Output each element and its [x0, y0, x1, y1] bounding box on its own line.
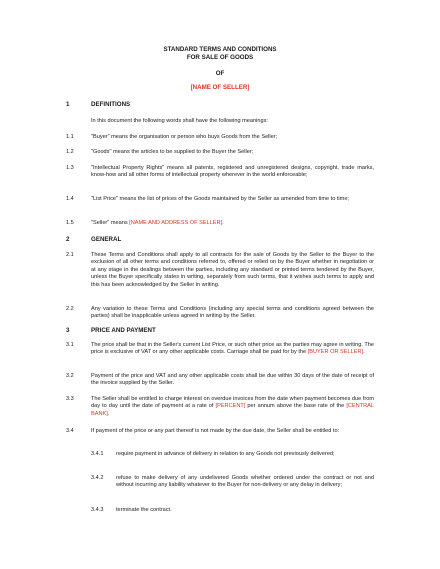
- clause-text-part: .: [107, 410, 110, 417]
- section-title: GENERAL: [91, 236, 122, 243]
- clause-number: 3.2: [66, 373, 74, 379]
- clause-text: "List Price" means the list of prices of the Goods maintained by the Seller as amended from time to time;: [91, 196, 349, 202]
- clause-text: If payment of the price or any part thereof is not made by the due date, the Seller shall be entitled to:: [91, 428, 340, 434]
- clause-text: These Terms and Conditions shall apply to all contracts for the sale of Goods by the Seller to the Buyer to the exclusion of all other terms and conditions referred to, offered or relied on by the Buyer whether in negotiation or at any stage in the dealings between the parties, including any standard or printed terms tendered by the Buyer, unless the Buyer specifically states in writing, separately from such terms, that it wishes such terms to apply and this has been acknowledged by the Seller in writing.: [91, 252, 374, 288]
- clause-text: Any variation to these Terms and Conditions (including any special terms and conditions agreed between the parties) shall be inapplicable unless agreed in writing by the Seller.: [91, 306, 374, 320]
- percent-placeholder: [PERCENT]: [215, 403, 246, 410]
- clause-text: [91, 342, 374, 357]
- clause-number: 1.4: [66, 196, 74, 202]
- document-title-line2: FOR SALE OF GOODS: [186, 54, 254, 61]
- clause-number: 1.5: [66, 220, 74, 226]
- clause-text: "Goods" means the articles to be supplied to the Buyer the Seller;: [91, 149, 254, 155]
- clause-text-part: .: [363, 349, 365, 356]
- clause-text: "Intellectual Property Rights" means all patents, registered and unregistered designs, copyright, trade marks, know-how and all other forms of intellectual property wherever in the world enforceable;: [91, 165, 374, 179]
- clause-text-part: The price shall be that in the Seller's current List Price, or such other price as the parties may agree in writing. The price is exclusive of VAT or any other applicable costs. Carriage shall be paid for by the: [91, 342, 374, 356]
- clause-number: 1.3: [66, 165, 74, 171]
- section-number: 3: [66, 327, 70, 334]
- clause-text: refuse to make delivery of any undelivered Goods whether ordered under the contract or not and without incurring any liability whatever to the Buyer for non-delivery or any delay in delivery;: [116, 475, 374, 489]
- clause-text: "Buyer" means the organisation or person who buys Goods from the Seller;: [91, 134, 278, 140]
- clause-number: 3.4.1: [91, 451, 104, 457]
- clause-text: Payment of the price and VAT and any other applicable costs shall be due within 30 days of the date of receipt of the invoice supplied by the Seller.: [91, 373, 374, 387]
- clause-number: 2.2: [66, 306, 74, 312]
- clause-text: [91, 220, 374, 227]
- document-title-line1: STANDARD TERMS AND CONDITIONS: [163, 46, 277, 53]
- clause-text: terminate the contract.: [116, 507, 172, 513]
- clause-text: require payment in advance of delivery in relation to any Goods not previously delivered;: [116, 451, 335, 457]
- section-title: PRICE AND PAYMENT: [91, 327, 156, 334]
- seller-address-placeholder: [NAME AND ADDRESS OF SELLER]: [129, 220, 223, 226]
- section-number: 2: [66, 236, 70, 243]
- clause-text-part: per annum above the base rate of the: [245, 403, 347, 410]
- clause-text: In this document the following words shall have the following meanings:: [91, 118, 268, 124]
- section-number: 1: [66, 101, 70, 108]
- buyer-or-seller-placeholder: [BUYER OR SELLER]: [307, 349, 364, 356]
- clause-text-part: "Seller" means: [91, 220, 130, 226]
- clause-text: [91, 396, 374, 418]
- clause-number: 2.1: [66, 252, 74, 258]
- clause-number: 3.3: [66, 396, 74, 402]
- clause-number: 1.2: [66, 149, 74, 155]
- clause-number: 3.4: [66, 428, 74, 434]
- section-title: DEFINITIONS: [91, 101, 131, 108]
- clause-number: 3.1: [66, 342, 74, 348]
- clause-text-part: The Seller shall be entitled to charge interest on overdue invoices from the date when payment becomes due from day to day until the date of payment at a rate of: [91, 396, 374, 410]
- seller-name-placeholder: [NAME OF SELLER]: [190, 84, 250, 91]
- central-bank-placeholder: [CENTRAL BANK]: [91, 403, 374, 417]
- clause-number: 3.4.3: [91, 507, 104, 513]
- clause-number: 1.1: [66, 134, 74, 140]
- clause-number: 3.4.2: [91, 475, 104, 481]
- of-label: OF: [215, 70, 225, 77]
- clause-text-part: .: [222, 220, 224, 226]
